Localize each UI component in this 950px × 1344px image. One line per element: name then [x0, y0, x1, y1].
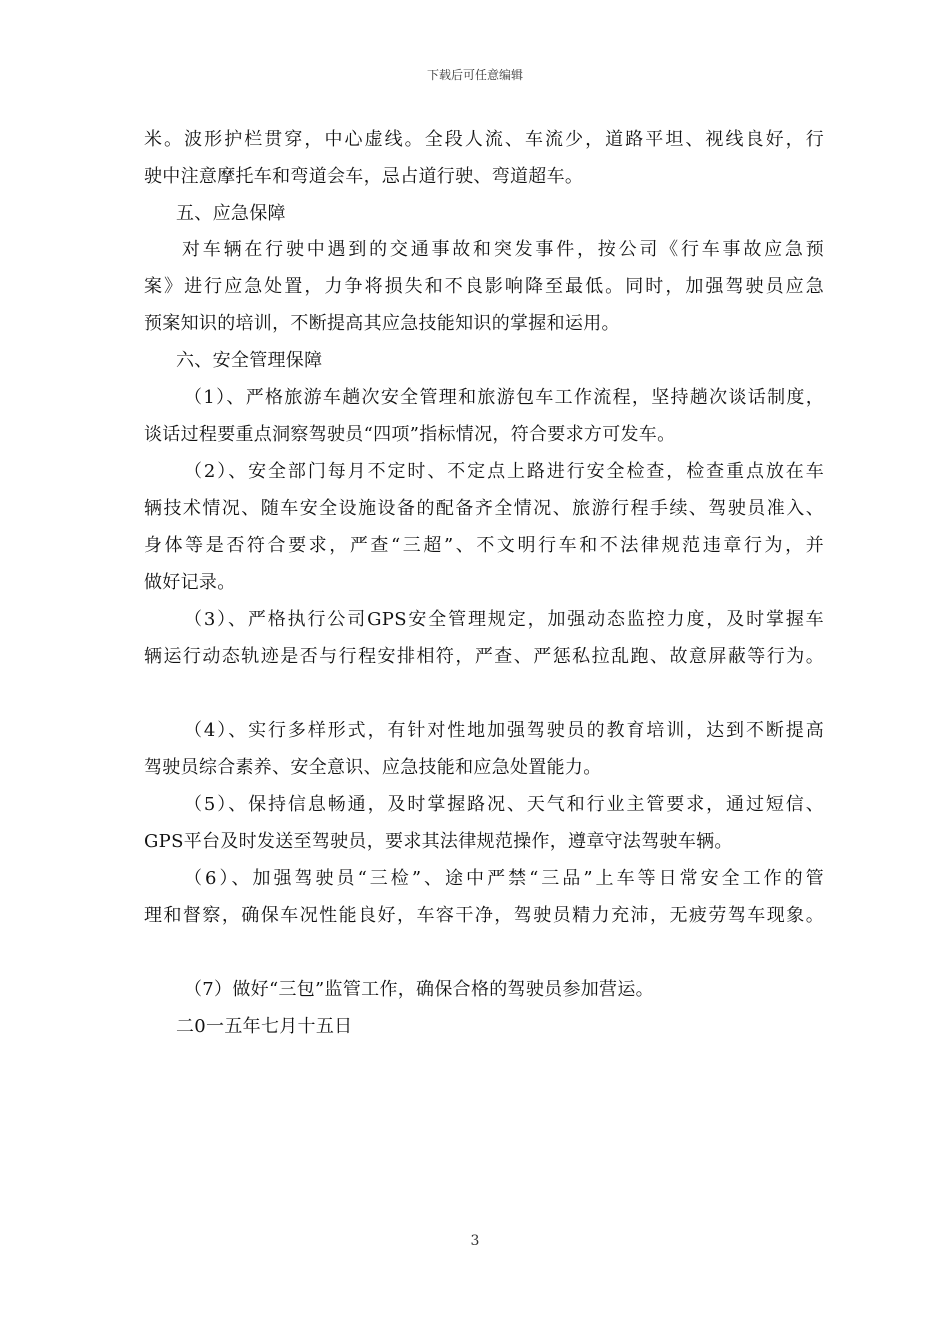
paragraph-line: 驶中注意摩托车和弯道会车，忌占道行驶、弯道超车。: [144, 166, 584, 187]
paragraph-line: 做好记录。: [144, 572, 236, 593]
paragraph-line: 驾驶员综合素养、安全意识、应急技能和应急处置能力。: [144, 757, 602, 778]
paragraph-line: （4）、实行多样形式，有针对性地加强驾驶员的教育培训，达到不断提高: [184, 720, 824, 741]
paragraph-line: 米。波形护栏贯穿，中心虚线。全段人流、车流少，道路平坦、视线良好，行: [144, 129, 824, 150]
paragraph-line: （3）、严格执行公司GPS安全管理规定，加强动态监控力度，及时掌握车: [184, 609, 824, 630]
paragraph-line: 辆技术情况、随车安全设施设备的配备齐全情况、旅游行程手续、驾驶员准入、: [144, 498, 824, 519]
page-header: 下载后可任意编辑: [426, 68, 523, 82]
paragraph-line: （1）、严格旅游车趟次安全管理和旅游包车工作流程，坚持趟次谈话制度，: [184, 387, 824, 408]
paragraph-line: 案》进行应急处置，力争将损失和不良影响降至最低。同时，加强驾驶员应急: [144, 276, 824, 297]
document-date: 二0一五年七月十五日: [176, 1016, 353, 1037]
paragraph-line: （2）、安全部门每月不定时、不定点上路进行安全检查，检查重点放在车: [184, 461, 824, 482]
paragraph-line: 谈话过程要重点洞察驾驶员“四项”指标情况，符合要求方可发车。: [144, 424, 676, 445]
paragraph-line: （6）、加强驾驶员“三检”、途中严禁“三品”上车等日常安全工作的管: [184, 868, 824, 889]
paragraph-line: 对车辆在行驶中遇到的交通事故和突发事件，按公司《行车事故应急预: [182, 239, 824, 260]
paragraph-line: GPS平台及时发送至驾驶员，要求其法律规范操作，遵章守法驾驶车辆。: [144, 831, 733, 852]
paragraph-line: （5）、保持信息畅通，及时掌握路况、天气和行业主管要求，通过短信、: [184, 794, 824, 815]
paragraph-line: 辆运行动态轨迹是否与行程安排相符，严查、严惩私拉乱跑、故意屏蔽等行为。: [144, 646, 824, 667]
paragraph-line: 身体等是否符合要求，严查“三超”、不文明行车和不法律规范违章行为，并: [144, 535, 824, 556]
page-number: 3: [470, 1233, 480, 1249]
section-heading-safety: 六、安全管理保障: [176, 350, 323, 371]
paragraph-line: 理和督察，确保车况性能良好，车容干净，驾驶员精力充沛，无疲劳驾车现象。: [144, 905, 824, 926]
paragraph-line: （7）做好“三包”监管工作，确保合格的驾驶员参加营运。: [184, 979, 654, 1000]
paragraph-line: 预案知识的培训，不断提高其应急技能知识的掌握和运用。: [144, 313, 620, 334]
section-heading-emergency: 五、应急保障: [176, 203, 286, 224]
